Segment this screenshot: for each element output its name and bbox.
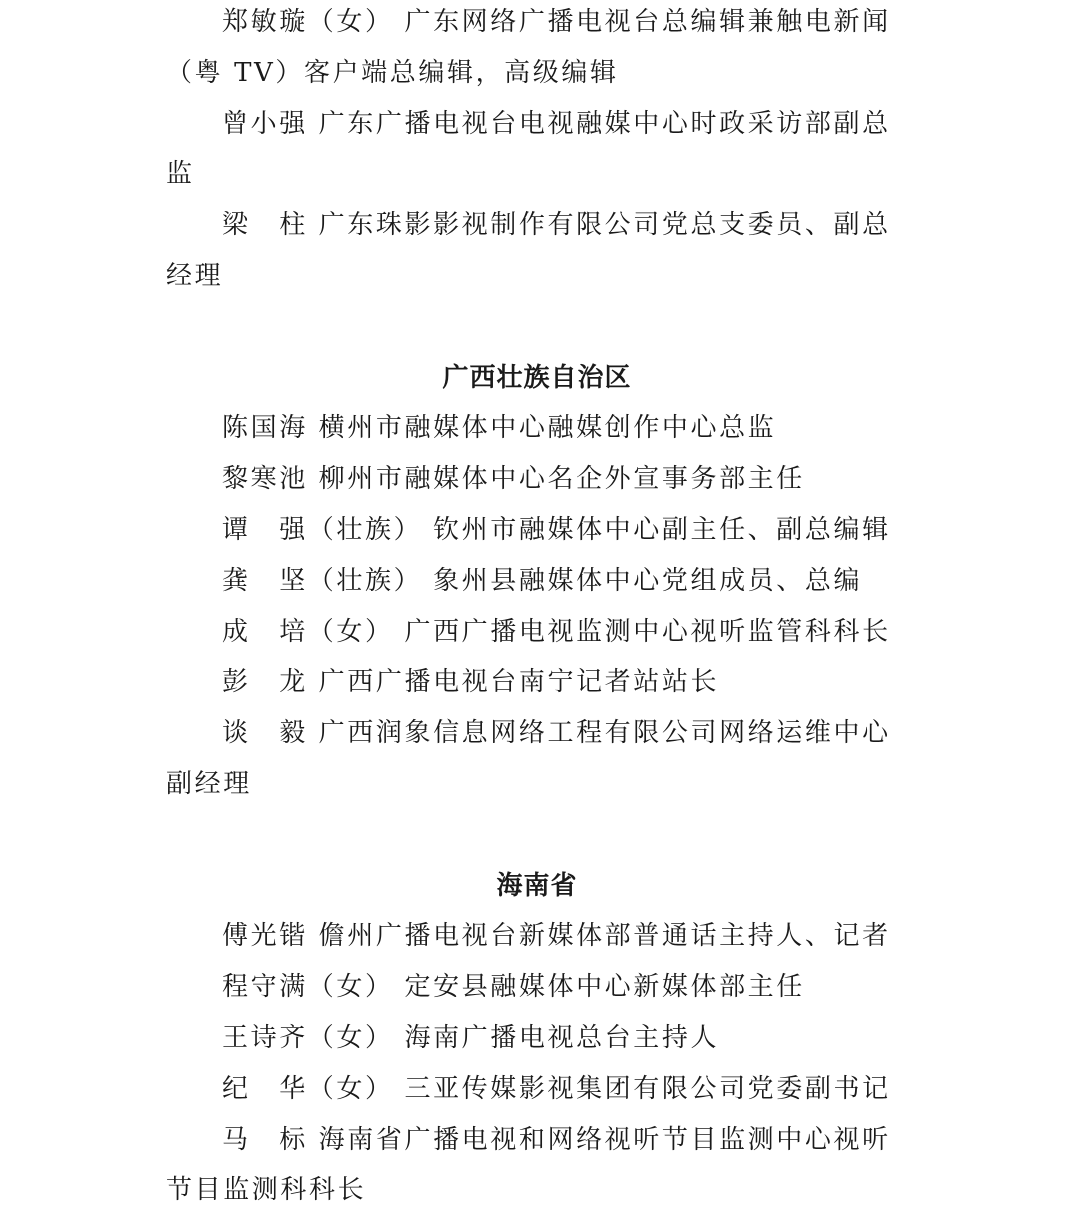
entry-continuation-line: 节目监测科科长 [166,1175,367,1206]
entry-first-line: 谈 毅 广西润象信息网络工程有限公司网络运维中心 [222,718,891,749]
entry-first-line: 程守满（女） 定安县融媒体中心新媒体部主任 [222,972,805,1003]
list-item [166,1064,926,1115]
list-item [166,505,926,556]
entry-first-line: 马 标 海南省广播电视和网络视听节目监测中心视听 [222,1124,891,1155]
list-item [166,911,926,962]
entry-first-line: 成 培（女） 广西广播电视监测中心视听监管科科长 [222,616,891,647]
entry-first-line: 谭 强（壮族） 钦州市融媒体中心副主任、副总编辑 [222,514,891,545]
entry-first-line: 纪 华（女） 三亚传媒影视集团有限公司党委副书记 [222,1073,891,1104]
entry-first-line: 梁 柱 广东珠影影视制作有限公司党总支委员、副总 [222,210,891,241]
entry-continuation-line: （粤 TV）客户端总编辑，高级编辑 [166,57,619,88]
list-item [166,200,926,302]
entry-first-line: 黎寒池 柳州市融媒体中心名企外宣事务部主任 [222,464,805,495]
list-item [166,556,926,607]
entry-continuation-line: 经理 [166,260,224,291]
entry-first-line: 傅光锴 儋州广播电视台新媒体部普通话主持人、记者 [222,921,891,952]
section-spacer [166,302,926,353]
list-item [166,1013,926,1064]
entry-first-line: 曾小强 广东广播电视台电视融媒中心时政采访部副总 [222,108,891,139]
list-item [166,1115,926,1217]
section-spacer [166,810,926,861]
section-heading: 海南省 [496,870,578,901]
list-item [166,0,926,99]
entry-first-line: 郑敏璇（女） 广东网络广播电视台总编辑兼触电新闻 [222,7,891,37]
entry-first-line: 王诗齐（女） 海南广播电视总台主持人 [222,1022,720,1053]
entry-continuation-line: 副经理 [166,768,252,799]
document-page [166,0,926,1216]
section-heading: 广西壮族自治区 [442,362,632,393]
list-item [166,403,926,454]
list-item [166,607,926,658]
list-item [166,962,926,1013]
entry-first-line: 陈国海 横州市融媒体中心融媒创作中心总监 [222,413,777,444]
entry-first-line: 彭 龙 广西广播电视台南宁记者站站长 [222,667,720,698]
list-item [166,657,926,708]
list-item [166,708,926,810]
list-item [166,99,926,201]
list-item [166,454,926,505]
entry-continuation-line: 监 [166,159,195,190]
entry-first-line: 龚 坚（壮族） 象州县融媒体中心党组成员、总编 [222,565,863,596]
